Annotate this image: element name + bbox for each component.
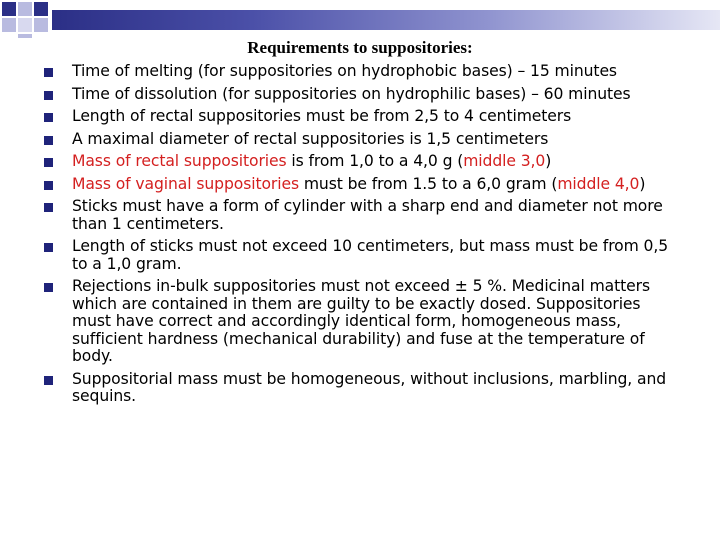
item-text: )	[545, 152, 552, 170]
list-item	[0, 176, 680, 194]
list-item	[0, 371, 680, 406]
list-item	[0, 153, 680, 171]
square-bullet-icon	[44, 203, 53, 212]
requirements-list	[0, 63, 680, 411]
item-text: is from 1,0 to a 4,0 g (	[286, 152, 464, 170]
header-gradient-band	[52, 10, 720, 30]
item-text: Length of sticks must not exceed 10 centimeters, but mass must be from 0,5 to a 1,0 gram.	[72, 237, 669, 273]
list-item	[0, 278, 680, 366]
square-bullet-icon	[44, 181, 53, 190]
slide-title: Requirements to suppositories:	[247, 38, 473, 57]
item-text: Suppositorial mass must be homogeneous, without inclusions, marbling, and sequins.	[72, 369, 667, 405]
list-item	[0, 108, 680, 126]
list-item	[0, 131, 680, 149]
square-bullet-icon	[44, 68, 53, 77]
deco-square	[2, 2, 16, 16]
deco-square	[18, 18, 32, 32]
square-bullet-icon	[44, 283, 53, 292]
item-text: Rejections in-bulk suppositories must not exceed ± 5 %. Medicinal matters which are contained in them are guilty to be exactly dosed. Suppositories must have correct and accordingly identical form, homogeneous mass, sufficient hardness (mechanical durability) and fuse at the temperature of body.	[72, 277, 650, 365]
deco-square	[2, 18, 16, 32]
deco-square	[34, 18, 48, 32]
square-bullet-icon	[44, 158, 53, 167]
item-text: )	[639, 174, 646, 193]
item-text: Time of melting (for suppositories on hydrophobic bases) – 15 minutes	[72, 62, 617, 80]
item-text: A maximal diameter of rectal suppositories is 1,5 centimeters	[72, 129, 549, 148]
highlight-text: middle 3,0	[463, 152, 546, 170]
deco-square	[34, 2, 48, 16]
square-bullet-icon	[44, 136, 53, 145]
deco-square	[18, 2, 32, 16]
item-text: Time of dissolution (for suppositories on hydrophilic bases) – 60 minutes	[72, 84, 631, 103]
header-decoration	[0, 0, 720, 40]
square-bullet-icon	[44, 243, 53, 252]
list-item	[0, 86, 680, 104]
highlight-text: Mass of vaginal suppositories	[72, 174, 299, 193]
list-item	[0, 198, 680, 233]
list-item	[0, 238, 680, 273]
list-item	[0, 63, 680, 81]
square-bullet-icon	[44, 376, 53, 385]
square-bullet-icon	[44, 91, 53, 100]
item-text: must be from 1.5 to a 6,0 gram (	[298, 174, 558, 193]
item-text: Length of rectal suppositories must be from 2,5 to 4 centimeters	[72, 107, 572, 125]
highlight-text: middle 4,0	[557, 174, 640, 193]
square-bullet-icon	[44, 113, 53, 122]
highlight-text: Mass of rectal suppositories	[72, 152, 287, 170]
item-text: Sticks must have a form of cylinder with a sharp end and diameter not more than 1 centimeters.	[72, 197, 663, 233]
